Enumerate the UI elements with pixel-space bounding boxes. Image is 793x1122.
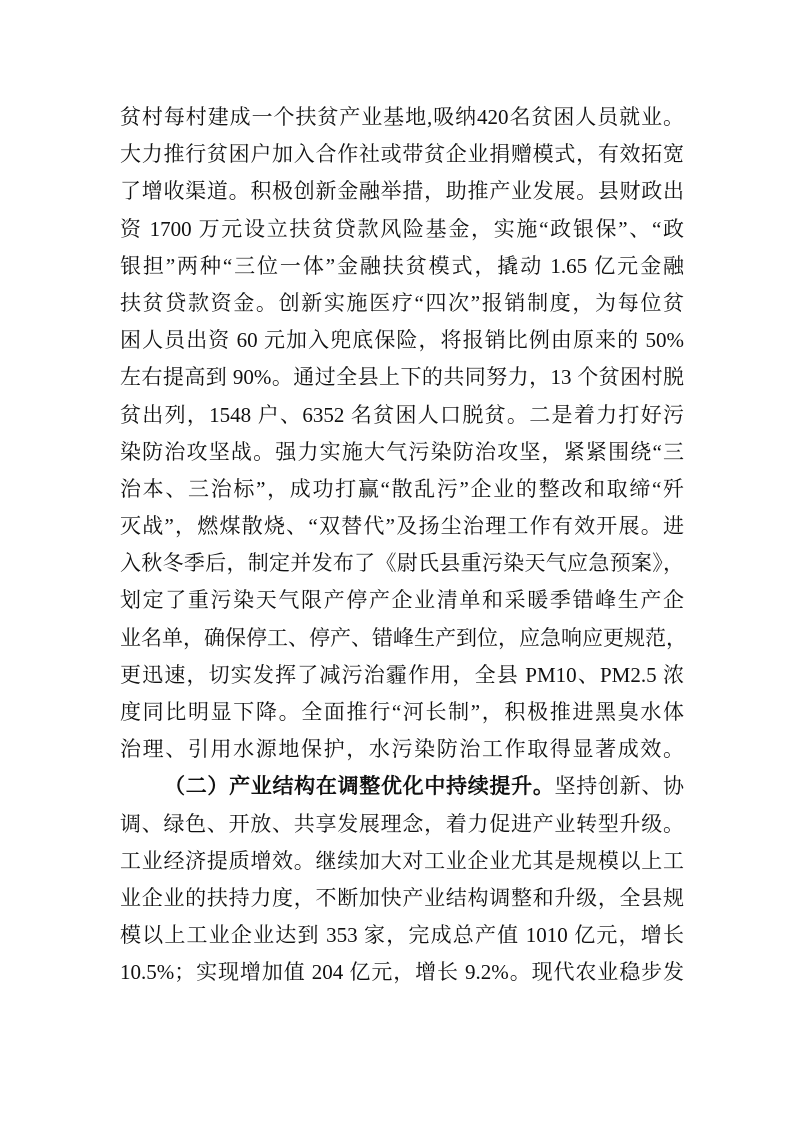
text-line: 左右提高到 90%。通过全县上下的共同努力，13 个贫困村脱 [120, 365, 684, 390]
text-line: 贫村每村建成一个扶贫产业基地,吸纳420名贫困人员就业。 [120, 105, 684, 129]
text-line: 划定了重污染天气限产停产企业清单和采暖季错峰生产企 [120, 588, 684, 613]
text-line: 资 1700 万元设立扶贫贷款风险基金，实施“政银保”、“政 [120, 216, 684, 241]
paragraph-first-line [120, 768, 684, 805]
text-line: 模以上工业企业达到 353 家，完成总产值 1010 亿元，增长 [120, 923, 684, 948]
document-page [120, 99, 687, 992]
text-line: 大力推行贫困户加入合作社或带贫企业捐赠模式，有效拓宽 [120, 142, 684, 167]
text-line: 更迅速，切实发挥了减污治霾作用，全县 PM10、PM2.5 浓 [120, 662, 684, 687]
text-line: 银担”两种“三位一体”金融扶贫模式，撬动 1.65 亿元金融 [120, 253, 684, 278]
text-line: 贫出列，1548 户、6352 名贫困人口脱贫。二是着力打好污 [120, 402, 684, 427]
text-line: 业名单，确保停工、停产、错峰生产到位，应急响应更规范， [120, 625, 687, 650]
text-line: 调、绿色、开放、共享发展理念，着力促进产业转型升级。 [120, 811, 684, 836]
paragraph-poverty-pollution [120, 99, 687, 768]
text-line: 治本、三治标”，成功打赢“散乱污”企业的整改和取缔“歼 [120, 476, 684, 501]
paragraph-industry-structure [120, 768, 684, 991]
text-line: 染防治攻坚战。强力实施大气污染防治攻坚，紧紧围绕“三 [120, 439, 684, 464]
text-line: 灭战”，燃煤散烧、“双替代”及扬尘治理工作有效开展。进 [120, 514, 684, 539]
text-line: 工业经济提质增效。继续加大对工业企业尤其是规模以上工 [120, 848, 684, 873]
text-line: 10.5%；实现增加值 204 亿元，增长 9.2%。现代农业稳步发 [120, 960, 684, 985]
text-line: 入秋冬季后，制定并发布了《尉氏县重污染天气应急预案》， [120, 551, 684, 576]
body-text: 坚持创新、协 [554, 774, 685, 799]
text-line: 度同比明显下降。全面推行“河长制”，积极推进黑臭水体 [120, 700, 684, 724]
text-line: 了增收渠道。积极创新金融举措，助推产业发展。县财政出 [120, 179, 684, 204]
text-line: 困人员出资 60 元加入兜底保险，将报销比例由原来的 50% [120, 328, 684, 353]
text-line: 扶贫贷款资金。创新实施医疗“四次”报销制度，为每位贫 [120, 290, 684, 315]
text-line: 治理、引用水源地保护，水污染防治工作取得显著成效。 [120, 737, 684, 762]
text-line: 业企业的扶持力度，不断加快产业结构调整和升级，全县规 [120, 885, 684, 910]
section-heading: （二）产业结构在调整优化中持续提升。 [164, 774, 555, 799]
